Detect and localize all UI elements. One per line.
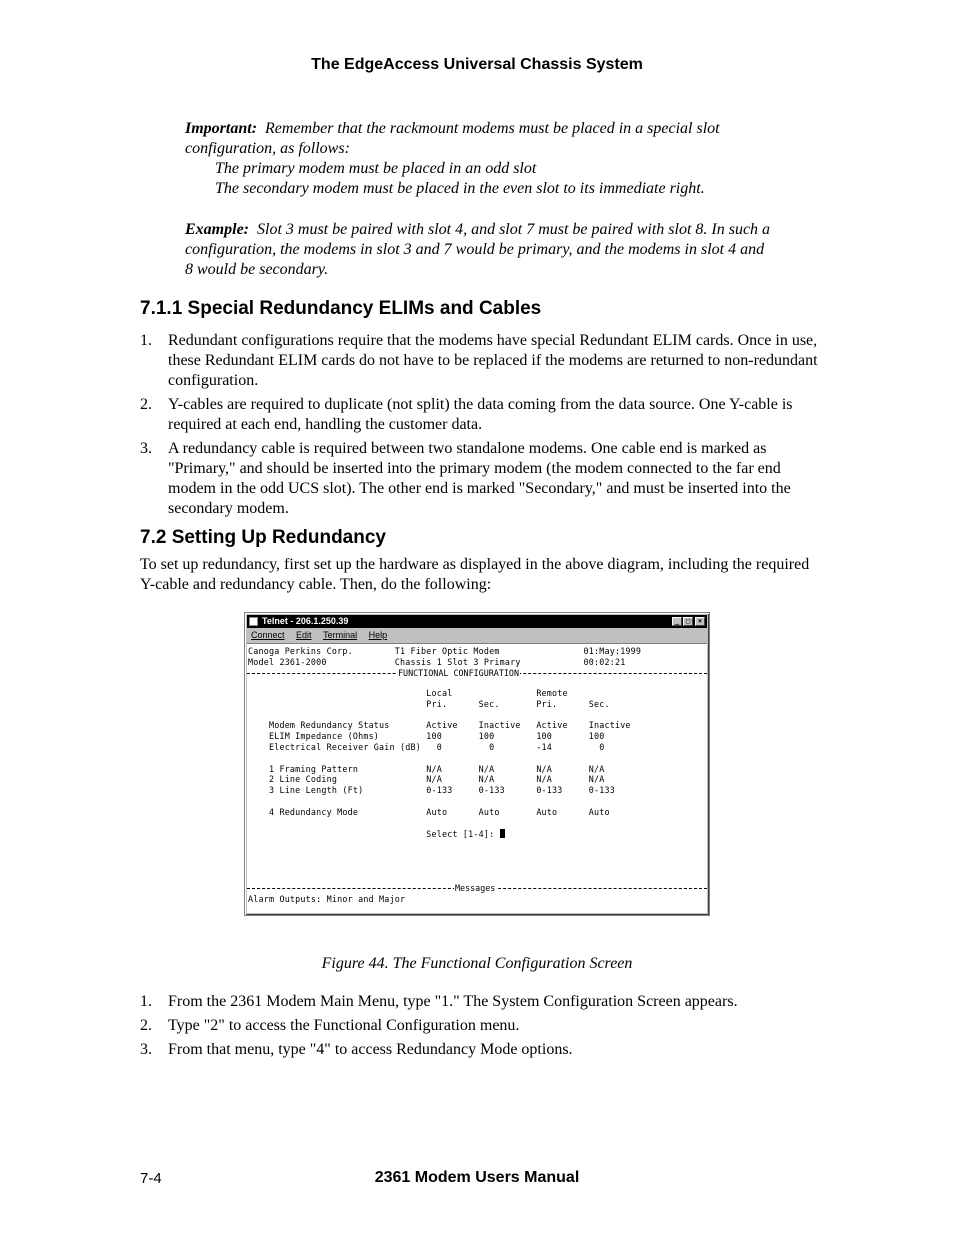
example-label: Example:: [185, 221, 249, 238]
setup-steps-list: [140, 992, 820, 1064]
running-header: The EdgeAccess Universal Chassis System: [311, 56, 643, 73]
important-text: Remember that the rackmount modems must be placed in a special slot configuration, as follows:: [185, 120, 720, 157]
example-note: [185, 220, 775, 280]
list-item: [140, 1016, 820, 1036]
minimize-icon[interactable]: _: [672, 617, 682, 626]
alarm-outputs-line: Alarm Outputs: Minor and Major: [248, 894, 406, 904]
list-number: 1.: [140, 332, 152, 349]
list-text: Y-cables are required to duplicate (not split) the data coming from the data source. One Y-cable is required at each end, handling the customer data.: [168, 396, 793, 433]
list-item: [140, 331, 820, 391]
close-icon[interactable]: ×: [695, 617, 705, 626]
list-text: A redundancy cable is required between two standalone modems. One cable end is marked as "Primary," and should be inserted into the primary modem (the modem connected to the far end modem in the odd UCS slot). The other end is marked "Secondary," and must be inserted into the secondary modem.: [168, 440, 791, 517]
list-number: 3.: [140, 440, 152, 457]
list-item: [140, 992, 820, 1012]
list-item: [140, 439, 820, 519]
list-text: Type "2" to access the Functional Configuration menu.: [168, 1017, 520, 1034]
list-number: 1.: [140, 993, 152, 1010]
manual-title: 2361 Modem Users Manual: [374, 1169, 580, 1186]
maximize-icon[interactable]: □: [683, 617, 693, 626]
terminal-config-table: Local Remote Pri. Sec. Pri. Sec. Modem Redundancy Status Active Inactive Active Inactive ELIM Impedance (Ohms) 100 100 100 100 Electrical Receiver Gain (dB) 0 0 -14 0 1 Framing Pattern N/A N/A N/A N/A 2 Line Coding N/A N/A N/A N/A 3 Line Length (Ft) 0-133 0-133 0-133 0-133 4 Redundancy Mode Auto Auto Auto Auto: [268, 688, 631, 817]
select-prompt: Select [1-4]:: [248, 829, 500, 839]
example-text: Slot 3 must be paired with slot 4, and slot 7 must be paired with slot 8. In such a configuration, the modems in slot 3 and 7 would be primary, and the modems in slot 4 and 8 would be secondary.: [185, 221, 771, 278]
telnet-menubar: [247, 629, 707, 642]
figure-caption: Figure 44. The Functional Configuration Screen: [321, 955, 633, 972]
list-item: [140, 395, 820, 435]
text-cursor[interactable]: [500, 829, 505, 838]
terminal-prompt-line: [248, 829, 505, 840]
section-heading-7-1-1: 7.1.1 Special Redundancy ELIMs and Cables: [140, 298, 542, 319]
list-text: From the 2361 Modem Main Menu, type "1." The System Configuration Screen appears.: [168, 993, 738, 1010]
list-number: 2.: [140, 1017, 152, 1034]
app-icon: [249, 617, 258, 626]
telnet-window: [244, 612, 710, 916]
menu-connect[interactable]: Connect: [251, 630, 285, 640]
terminal-screen[interactable]: [247, 643, 707, 913]
important-note: [185, 119, 785, 199]
telnet-titlebar: [247, 615, 707, 628]
window-title: Telnet - 206.1.250.39: [262, 616, 349, 626]
redundancy-requirements-list: [140, 331, 820, 523]
functional-configuration-label: FUNCTIONAL CONFIGURATION: [398, 668, 520, 678]
terminal-header-line-2: Model 2361-2000 Chassis 1 Slot 3 Primary 00:02:21: [248, 657, 626, 667]
messages-divider: [247, 883, 707, 893]
terminal-header-line-1: Canoga Perkins Corp. T1 Fiber Optic Modem 01:May:1999: [248, 646, 642, 656]
important-line-2: The secondary modem must be placed in the even slot to its immediate right.: [215, 180, 705, 197]
section-intro: To set up redundancy, first set up the hardware as displayed in the above diagram, including the required Y-cable and redundancy cable. Then, do the following:: [140, 556, 810, 593]
menu-terminal[interactable]: Terminal: [323, 630, 358, 640]
list-number: 2.: [140, 396, 152, 413]
section-divider: [247, 668, 707, 678]
list-text: Redundant configurations require that the modems have special Redundant ELIM cards. Once in use, these Redundant ELIM cards do not have to be replaced if the modems are returned to non-redundant configuration.: [168, 332, 818, 389]
messages-label: Messages: [455, 883, 496, 893]
menu-help[interactable]: Help: [368, 630, 388, 640]
list-text: From that menu, type "4" to access Redundancy Mode options.: [168, 1041, 573, 1058]
menu-edit[interactable]: Edit: [296, 630, 312, 640]
section-heading-7-2: 7.2 Setting Up Redundancy: [140, 527, 386, 548]
important-label: Important:: [185, 120, 258, 137]
list-item: [140, 1040, 820, 1060]
page-number: 7-4: [140, 1170, 162, 1187]
list-number: 3.: [140, 1041, 152, 1058]
important-line-1: The primary modem must be placed in an odd slot: [215, 160, 537, 177]
